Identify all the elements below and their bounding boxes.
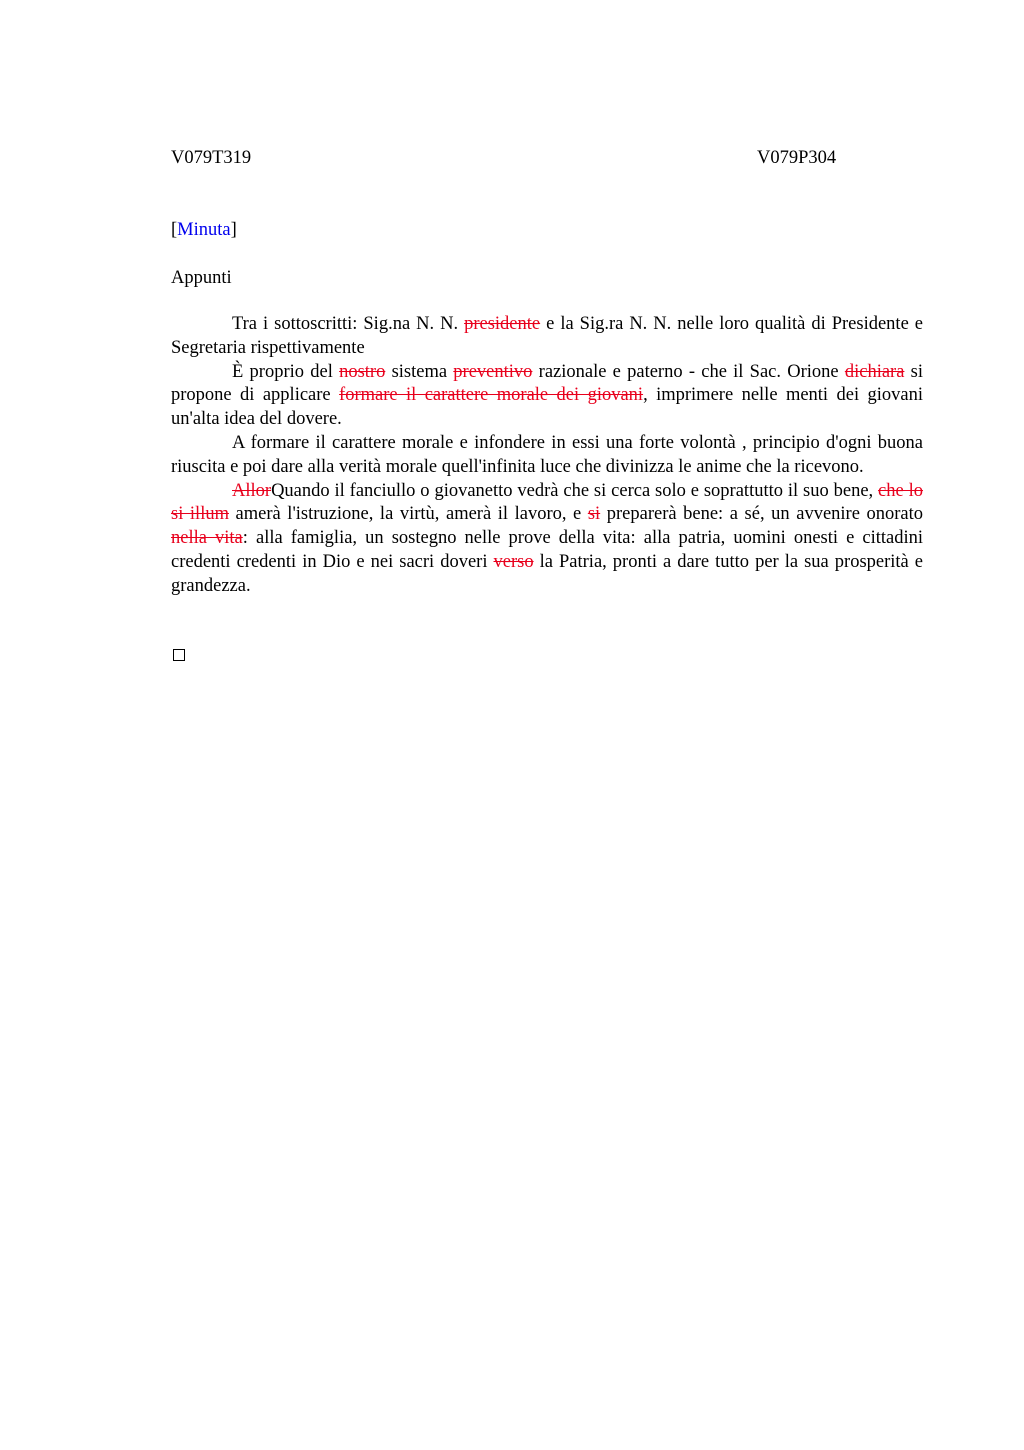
text-run: sistema (385, 361, 454, 382)
text-run: la Patria, pronti a dare tutto per la sua prosperità e grandezza. (171, 551, 923, 596)
deleted-text: dichiara (844, 361, 905, 382)
deleted-text: preventivo (453, 361, 533, 382)
document-body (171, 313, 923, 599)
text-run: A formare il carattere morale e infondere in essi una forte volontà , principio d'ogni buona riuscita e poi dare alla verità morale quell'infinita luce che divinizza le anime che la ricevono. (171, 432, 923, 477)
text-run: , imprimere nelle menti dei giovani un'alta idea del dovere. (171, 385, 923, 430)
bracket-close: ] (230, 220, 237, 240)
paragraph-2 (171, 361, 923, 432)
deleted-text: Allor (232, 480, 272, 501)
text-run: È proprio del (232, 361, 340, 382)
bracket-open: [ (171, 220, 178, 240)
deleted-text: presidente (464, 314, 541, 334)
deleted-text: nella vita (171, 528, 243, 549)
document-code-left: V079T319 (171, 148, 252, 168)
deleted-text: nostro (339, 361, 386, 382)
text-run: si propone di applicare (171, 361, 923, 406)
minuta-link[interactable]: Minuta (177, 220, 231, 240)
text-run: preparerà bene: a sé, un avvenire onorato (600, 504, 923, 525)
text-run: e la Sig.ra N. N. nelle loro qualità di Presidente e Segretaria rispettivamente (171, 314, 923, 358)
text-run: : alla famiglia, un sostegno nelle prove della vita: alla patria, uomini onesti e cittadini credenti credenti in Dio e nei sacri doveri (171, 528, 923, 572)
text-run: Tra i sottoscritti: Sig.na N. N. (232, 314, 465, 334)
deleted-text: che lo si illum (171, 480, 923, 525)
section-title: Appunti (171, 268, 232, 288)
minuta-line (171, 218, 237, 242)
paragraph-1 (171, 313, 923, 361)
deleted-text: formare il carattere morale dei giovani (339, 385, 644, 406)
paragraph-3 (171, 432, 923, 480)
deleted-text: si (587, 504, 601, 525)
paragraph-4 (171, 480, 923, 599)
text-run: amerà l'istruzione, la virtù, amerà il lavoro, e (228, 504, 588, 525)
text-run: razionale e paterno - che il Sac. Orione (532, 361, 845, 382)
deleted-text: verso (493, 551, 534, 572)
end-square-icon (173, 649, 185, 661)
text-run: Quando il fanciullo o giovanetto vedrà che si cerca solo e soprattutto il suo bene, (271, 480, 879, 501)
document-code-right: V079P304 (757, 148, 837, 168)
